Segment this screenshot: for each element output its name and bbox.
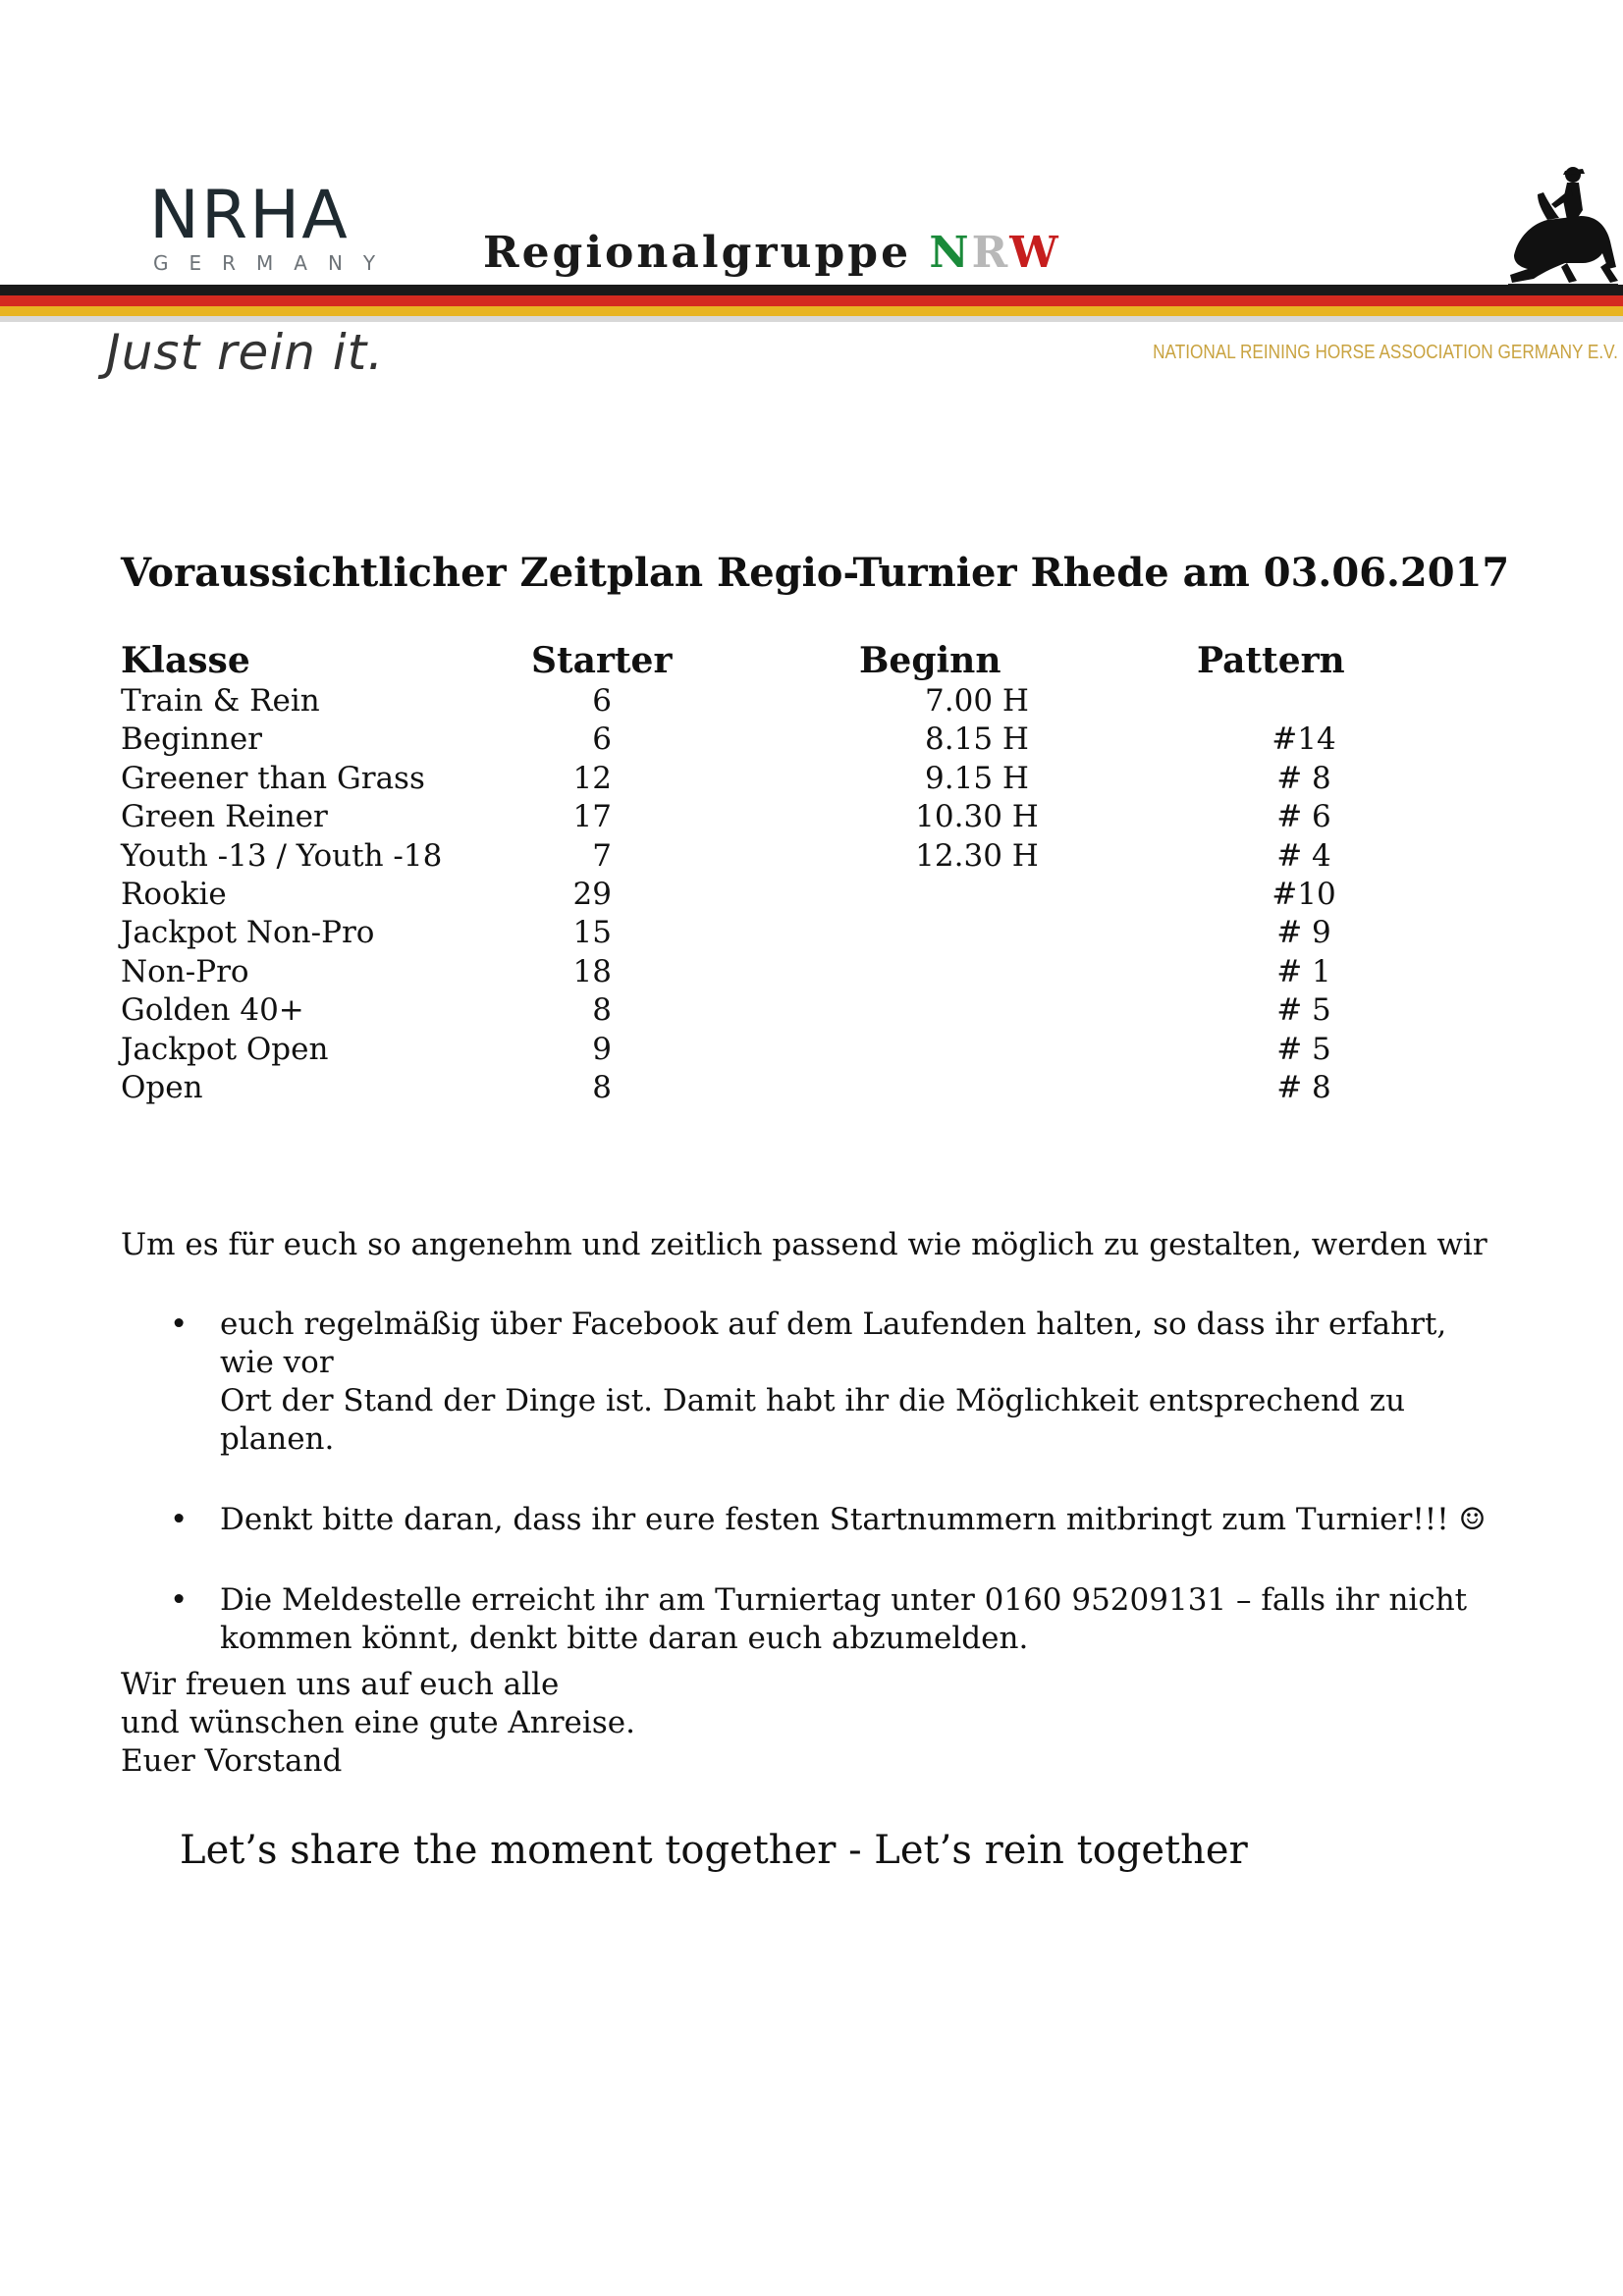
region-letter-r: R bbox=[971, 228, 1010, 278]
flag-stripe-black bbox=[0, 285, 1623, 295]
region-heading bbox=[483, 228, 1061, 278]
header-beginn: Beginn bbox=[859, 640, 1001, 681]
bullet-symbol: • bbox=[170, 1582, 189, 1618]
cell-starter: 7 bbox=[592, 837, 612, 874]
page-title: Voraussichtlicher Zeitplan Regio-Turnier Rhede am 03.06.2017 bbox=[121, 550, 1510, 596]
bullet-symbol: • bbox=[170, 1307, 189, 1342]
cell-starter: 18 bbox=[572, 953, 612, 989]
cell-klasse: Youth -13 / Youth -18 bbox=[121, 837, 443, 874]
closing-line: und wünschen eine gute Anreise. bbox=[121, 1705, 635, 1740]
schedule-table bbox=[121, 640, 1397, 1108]
cell-klasse: Non-Pro bbox=[121, 953, 249, 989]
table-row bbox=[121, 1070, 1397, 1108]
schedule-header-row bbox=[121, 640, 1397, 683]
table-row bbox=[121, 838, 1397, 877]
nrha-logo-country: GERMANY bbox=[153, 251, 397, 275]
flag-stripe-gold bbox=[0, 306, 1623, 316]
header-starter: Starter bbox=[531, 640, 673, 681]
intro-paragraph: Um es für euch so angenehm und zeitlich passend wie möglich zu gestalten, werden wir bbox=[121, 1227, 1488, 1262]
cell-klasse: Beginner bbox=[121, 721, 262, 758]
table-row bbox=[121, 915, 1397, 953]
table-row bbox=[121, 761, 1397, 799]
flag-stripe-shadow bbox=[0, 316, 1623, 322]
cell-klasse: Jackpot Open bbox=[121, 1031, 329, 1067]
cell-pattern: # 8 bbox=[1276, 1069, 1331, 1105]
cell-klasse: Jackpot Non-Pro bbox=[121, 915, 375, 951]
cell-starter: 15 bbox=[572, 915, 612, 951]
cell-starter: 29 bbox=[572, 876, 612, 912]
cell-pattern: # 6 bbox=[1276, 799, 1331, 835]
cell-starter: 12 bbox=[572, 760, 612, 796]
cell-starter: 8 bbox=[592, 1069, 612, 1105]
cell-pattern: # 9 bbox=[1276, 915, 1331, 951]
list-item bbox=[121, 1306, 1495, 1459]
table-row bbox=[121, 992, 1397, 1031]
table-row bbox=[121, 799, 1397, 837]
cell-klasse: Open bbox=[121, 1069, 203, 1105]
motto: Let’s share the moment together - Let’s rein together bbox=[180, 1828, 1248, 1873]
header-pattern: Pattern bbox=[1197, 640, 1345, 681]
cell-pattern: # 5 bbox=[1276, 992, 1331, 1029]
cell-starter: 8 bbox=[592, 992, 612, 1029]
closing-line: Wir freuen uns auf euch alle bbox=[121, 1667, 560, 1702]
bullet-text-line: Denkt bitte daran, dass ihr eure festen Startnummern mitbringt zum Turnier!!! ☺ bbox=[220, 1502, 1487, 1537]
reining-horse-rider-icon bbox=[1508, 165, 1618, 287]
cell-starter: 9 bbox=[592, 1031, 612, 1067]
table-row bbox=[121, 877, 1397, 915]
cell-starter: 17 bbox=[572, 799, 612, 835]
table-row bbox=[121, 1032, 1397, 1070]
closing-block bbox=[121, 1666, 635, 1781]
cell-beginn: 12.30 H bbox=[915, 837, 1039, 874]
cell-beginn: 7.00 H bbox=[925, 683, 1029, 719]
bullet-text-line: euch regelmäßig über Facebook auf dem Laufenden halten, so dass ihr erfahrt, wie vor bbox=[220, 1307, 1447, 1380]
table-row bbox=[121, 721, 1397, 760]
nrha-logo bbox=[149, 177, 397, 275]
bullet-symbol: • bbox=[170, 1502, 189, 1537]
header-klasse: Klasse bbox=[121, 640, 250, 681]
cell-pattern: # 8 bbox=[1276, 760, 1331, 796]
flag-stripe-red bbox=[0, 295, 1623, 306]
cell-pattern: # 5 bbox=[1276, 1031, 1331, 1067]
cell-klasse: Train & Rein bbox=[121, 683, 320, 719]
closing-signature: Euer Vorstand bbox=[121, 1743, 343, 1779]
cell-pattern: # 4 bbox=[1276, 837, 1331, 874]
bullet-text-line: kommen könnt, denkt bitte daran euch abzumelden. bbox=[220, 1621, 1029, 1656]
bullet-text-line: Ort der Stand der Dinge ist. Damit habt ihr die Möglichkeit entsprechend zu planen. bbox=[220, 1383, 1406, 1457]
list-item bbox=[121, 1581, 1495, 1658]
cell-klasse: Greener than Grass bbox=[121, 760, 425, 796]
association-name: NATIONAL REINING HORSE ASSOCIATION GERMANY E.V. bbox=[1153, 342, 1618, 363]
region-prefix: Regionalgruppe bbox=[483, 228, 930, 278]
bullet-text-line: Die Meldestelle erreicht ihr am Turniertag unter 0160 95209131 – falls ihr nicht bbox=[220, 1582, 1468, 1618]
cell-beginn: 9.15 H bbox=[925, 760, 1029, 796]
region-letter-n: N bbox=[929, 228, 972, 278]
cell-klasse: Rookie bbox=[121, 876, 227, 912]
info-bullet-list bbox=[121, 1306, 1495, 1700]
cell-pattern: # 1 bbox=[1276, 953, 1331, 989]
cell-beginn: 8.15 H bbox=[925, 721, 1029, 758]
cell-beginn: 10.30 H bbox=[915, 799, 1039, 835]
cell-pattern: #10 bbox=[1271, 876, 1336, 912]
cell-starter: 6 bbox=[592, 683, 612, 719]
region-letter-w: W bbox=[1009, 228, 1061, 278]
tagline: Just rein it. bbox=[106, 324, 385, 381]
cell-klasse: Green Reiner bbox=[121, 799, 328, 835]
nrha-logo-word: NRHA bbox=[149, 177, 350, 254]
table-row bbox=[121, 954, 1397, 992]
cell-klasse: Golden 40+ bbox=[121, 992, 304, 1029]
cell-starter: 6 bbox=[592, 721, 612, 758]
cell-pattern: #14 bbox=[1271, 721, 1336, 758]
list-item bbox=[121, 1501, 1495, 1539]
table-row bbox=[121, 683, 1397, 721]
